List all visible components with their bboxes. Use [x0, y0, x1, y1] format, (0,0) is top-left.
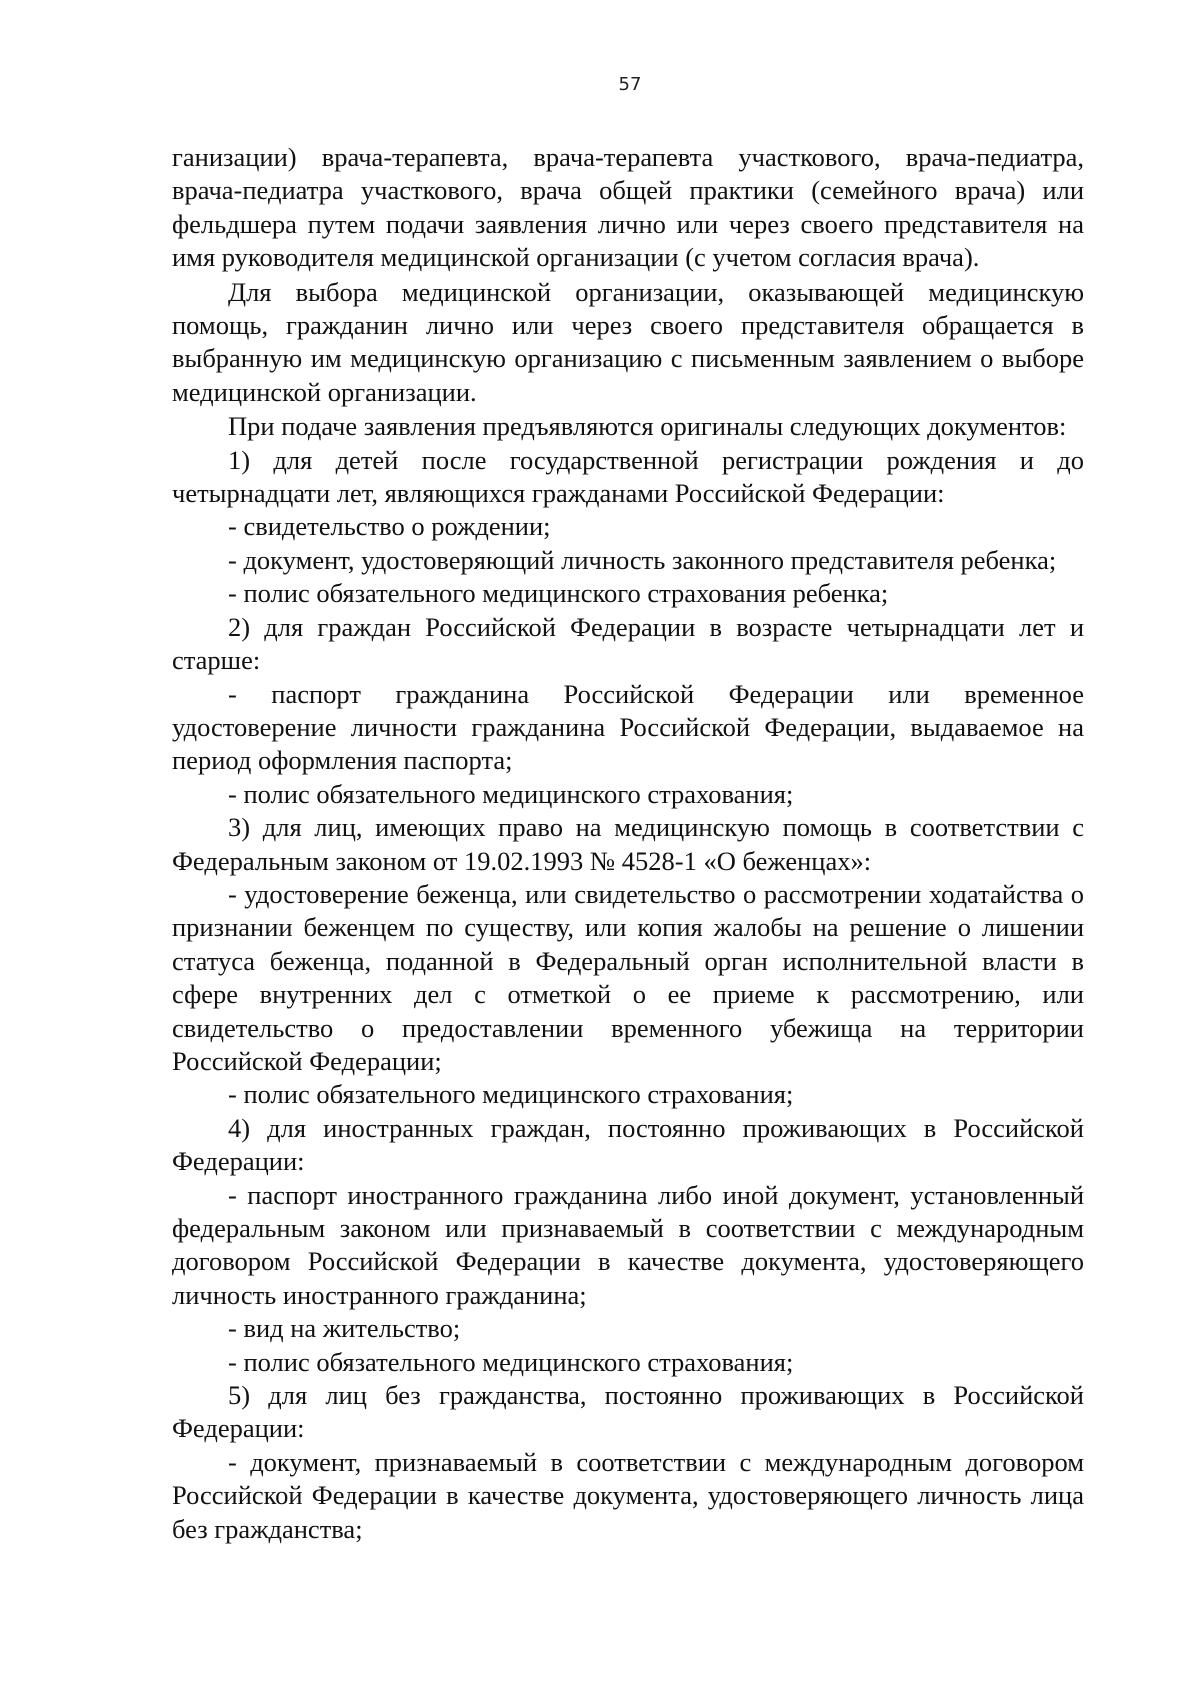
list-item-birth-certificate: - свидетельство о рождении; — [228, 511, 551, 542]
list-item-foreign-citizens: 4) для иностранных граждан, постоянно проживающих в Российской Федерации: — [172, 1112, 1084, 1177]
list-item-policy: - полис обязательного медицинского страхования; — [228, 1079, 794, 1110]
paragraph-required-documents: При подаче заявления предъявляются оригиналы следующих документов: — [228, 411, 1067, 442]
list-item-stateless-persons: 5) для лиц без гражданства, постоянно проживающих в Российской Федерации: — [172, 1380, 1084, 1444]
list-item-citizens-14-plus: 2) для граждан Российской Федерации в возрасте четырнадцати лет и старше: — [172, 611, 1084, 676]
list-item-policy: - полис обязательного медицинского страхования; — [228, 778, 794, 809]
list-item-refugee-documents: - удостоверение беженца, или свидетельство о рассмотрении ходатайства о признании беженцем по существу, или копия жалобы на решение о лишении статуса беженца, поданной в Федеральный орган исполнительной власти в сфере внутренних дел с отметкой о ее приеме к рассмотрению, или свидетельство о предоставлении временного убежища на территории Российской Федерации; — [172, 878, 1084, 1076]
paragraph-continuation: ганизации) врача-терапевта, врача-терапевта участкового, врача-педиатра, врача-педиатра участкового, врача общей практики (семейного врача) или фельдшера путем подачи заявления лично или через своего представителя на имя руководителя медицинской организации (с учетом согласия врача). — [172, 142, 1084, 273]
list-item-stateless-id: - документ, признаваемый в соответствии с международным договором Российской Федерации в качестве документа, удостоверяющего личность лица без гражданства; — [172, 1446, 1084, 1544]
list-item-foreign-passport: - паспорт иностранного гражданина либо иной документ, установленный федеральным законом или признаваемый в соответствии с международным договором Российской Федерации в качестве документа, удостоверяющего личность иностранного гражданина; — [172, 1179, 1084, 1310]
list-item-representative-id: - документ, удостоверяющий личность законного представителя ребенка; — [228, 544, 1057, 575]
document-body — [172, 141, 1084, 1546]
page-number: 57 — [618, 74, 642, 95]
list-item-policy: - полис обязательного медицинского страхования; — [228, 1346, 794, 1377]
list-item-refugees: 3) для лиц, имеющих право на медицинскую помощь в соответствии с Федеральным законом от 19.02.1993 № 4528-1 «О беженцах»: — [172, 812, 1084, 876]
list-item-children: 1) для детей после государственной регистрации рождения и до четырнадцати лет, являющихся гражданами Российской Федерации: — [172, 444, 1084, 509]
paragraph-choice-of-organization: Для выбора медицинской организации, оказывающей медицинскую помощь, гражданин лично или через своего представителя обращается в выбранную им медицинскую организацию с письменным заявлением о выборе медицинской организации. — [172, 276, 1084, 407]
list-item-residence-permit: - вид на жительство; — [228, 1313, 461, 1344]
list-item-child-policy: - полис обязательного медицинского страхования ребенка; — [228, 578, 889, 609]
list-item-passport: - паспорт гражданина Российской Федерации или временное удостоверение личности гражданина Российской Федерации, выдаваемое на период оформления паспорта; — [172, 678, 1084, 776]
